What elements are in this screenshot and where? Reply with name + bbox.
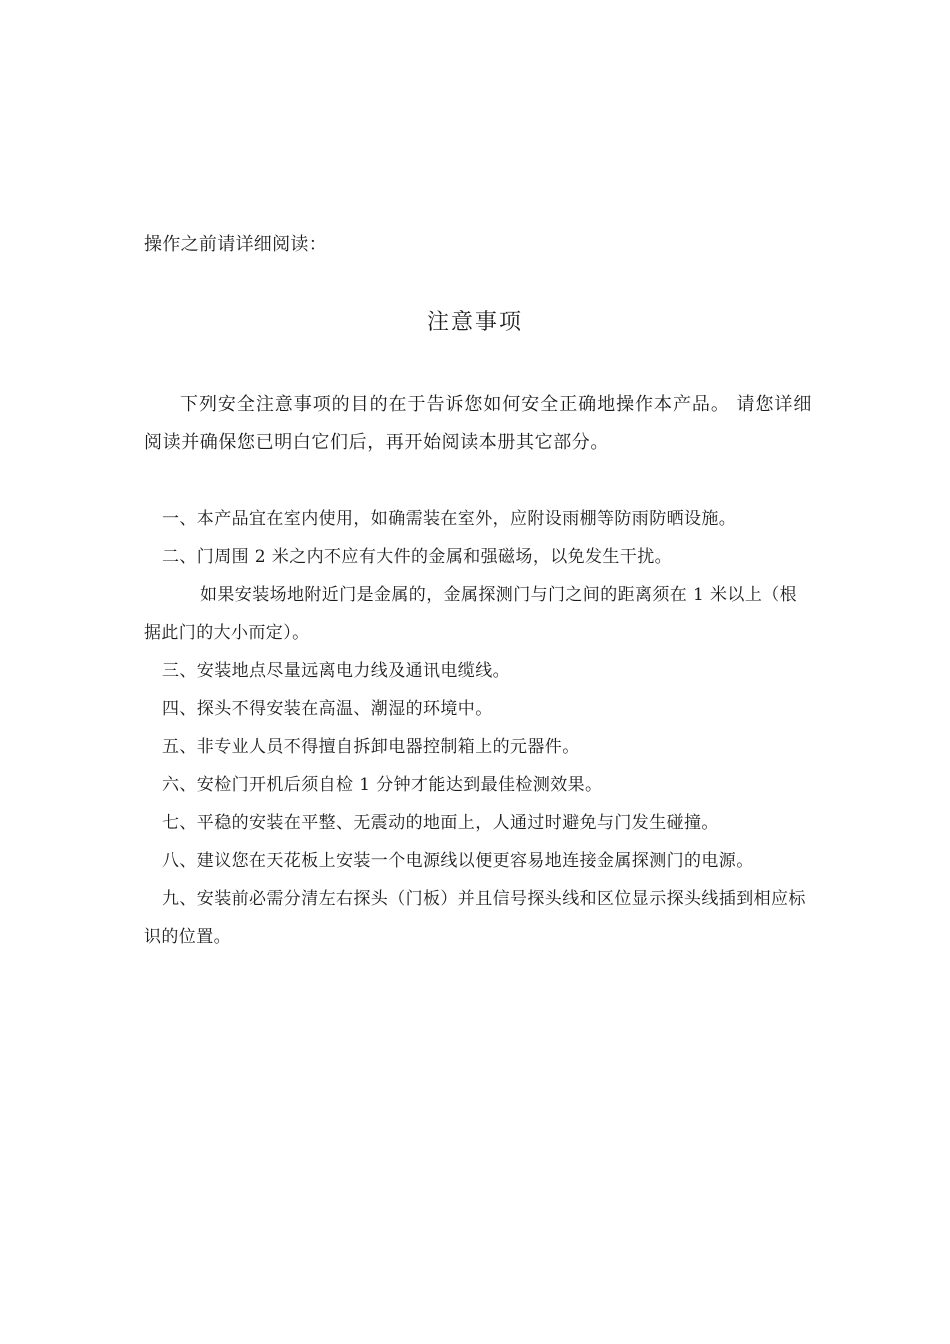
page-title: 注意事项 [426, 310, 523, 335]
list-item-continuation: 如果安装场地附近门是金属的，金属探测门与门之间的距离须在 1 米以上（根据此门的大小而定）。 [144, 585, 798, 643]
intro-label: 操作之前请详细阅读： [144, 234, 327, 255]
list-item: 六、安检门开机后须自检 1 分钟才能达到最佳检测效果。 [162, 775, 603, 795]
list-item: 九、安装前必需分清左右探头（门板）并且信号探头线和区位显示探头线插到相应标识的位置。 [144, 889, 806, 947]
intro-paragraph: 下列安全注意事项的目的在于告诉您如何安全正确地操作本产品。 请您详细阅读并确保您已明白它们后，再开始阅读本册其它部分。 [144, 394, 812, 453]
list-item: 二、门周围 2 米之内不应有大件的金属和强磁场，以免发生干扰。 [162, 547, 673, 567]
list-item: 一、本产品宜在室内使用，如确需装在室外，应附设雨棚等防雨防晒设施。 [162, 509, 737, 529]
list-item: 四、探头不得安装在高温、潮湿的环境中。 [162, 699, 493, 719]
list-item: 七、平稳的安装在平整、无震动的地面上，人通过时避免与门发生碰撞。 [162, 813, 719, 833]
list-item: 五、非专业人员不得擅自拆卸电器控制箱上的元器件。 [162, 737, 580, 757]
list-item: 三、安装地点尽量远离电力线及通讯电缆线。 [162, 661, 510, 681]
list-item: 八、建议您在天花板上安装一个电源线以便更容易地连接金属探测门的电源。 [162, 851, 754, 871]
